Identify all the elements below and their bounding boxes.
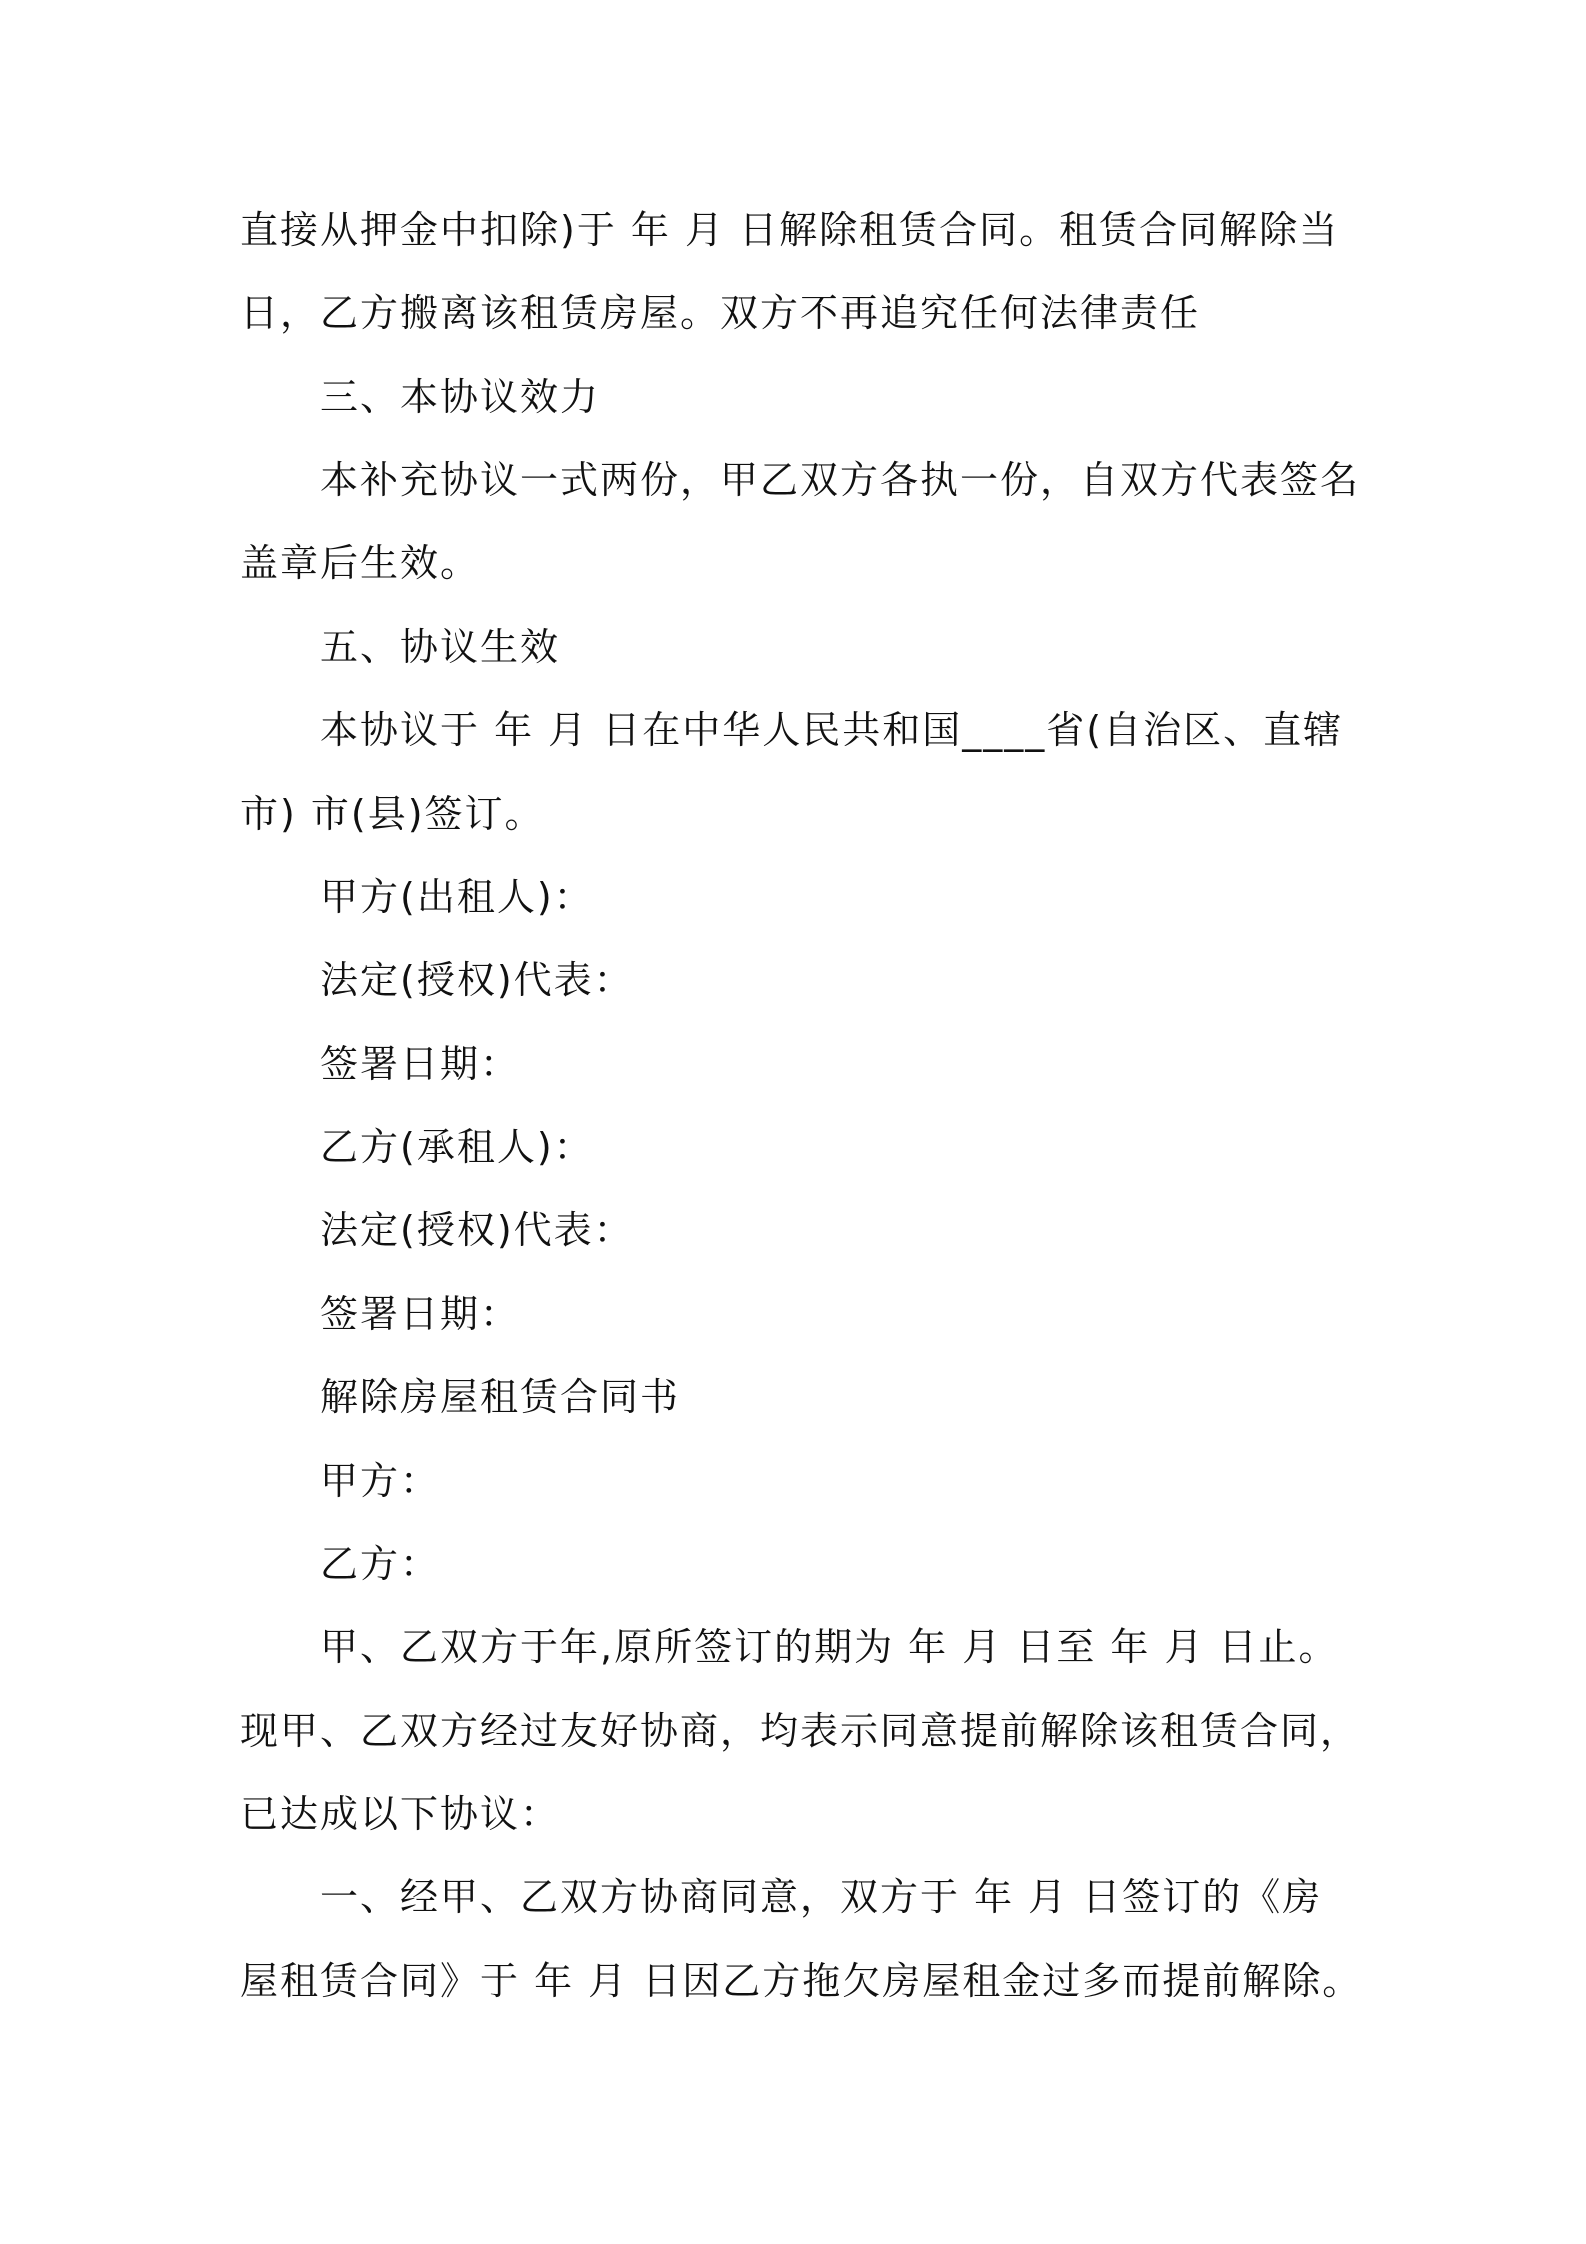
text-line: 甲、乙双方于年,原所签订的期为 年 月 日至 年 月 日止。	[320, 1625, 1339, 1669]
party-b-field: 乙方：	[320, 1542, 441, 1586]
text-line: 一、经甲、乙双方协商同意，双方于 年 月 日签订的《房	[320, 1875, 1323, 1919]
section-heading: 三、本协议效力	[320, 375, 601, 419]
signature-field-party-a: 甲方(出租人)：	[320, 875, 594, 919]
section-heading: 五、协议生效	[320, 625, 561, 669]
text-line: 本协议于 年 月 日在中华人民共和国____省(自治区、直辖	[320, 708, 1344, 752]
text-line: 日，乙方搬离该租赁房屋。双方不再追究任何法律责任	[240, 291, 1201, 335]
text-line: 直接从押金中扣除)于 年 月 日解除租赁合同。租赁合同解除当	[240, 208, 1340, 252]
text-line: 已达成以下协议：	[240, 1792, 561, 1836]
signature-field-representative-a: 法定(授权)代表：	[320, 958, 634, 1002]
signature-field-representative-b: 法定(授权)代表：	[320, 1208, 634, 1252]
signature-field-date-b: 签署日期：	[320, 1292, 521, 1336]
text-line: 现甲、乙双方经过友好协商，均表示同意提前解除该租赁合同，	[240, 1709, 1361, 1753]
document-title: 解除房屋租赁合同书	[320, 1375, 681, 1419]
signature-field-date-a: 签署日期：	[320, 1042, 521, 1086]
text-line: 本补充协议一式两份，甲乙双方各执一份，自双方代表签名	[320, 458, 1361, 502]
signature-field-party-b: 乙方(承租人)：	[320, 1125, 594, 1169]
text-line: 盖章后生效。	[240, 541, 481, 585]
text-line: 屋租赁合同》于 年 月 日因乙方拖欠房屋租金过多而提前解除。	[240, 1959, 1363, 2003]
text-line: 市) 市(县)签订。	[240, 792, 545, 836]
party-a-field: 甲方：	[320, 1459, 441, 1503]
